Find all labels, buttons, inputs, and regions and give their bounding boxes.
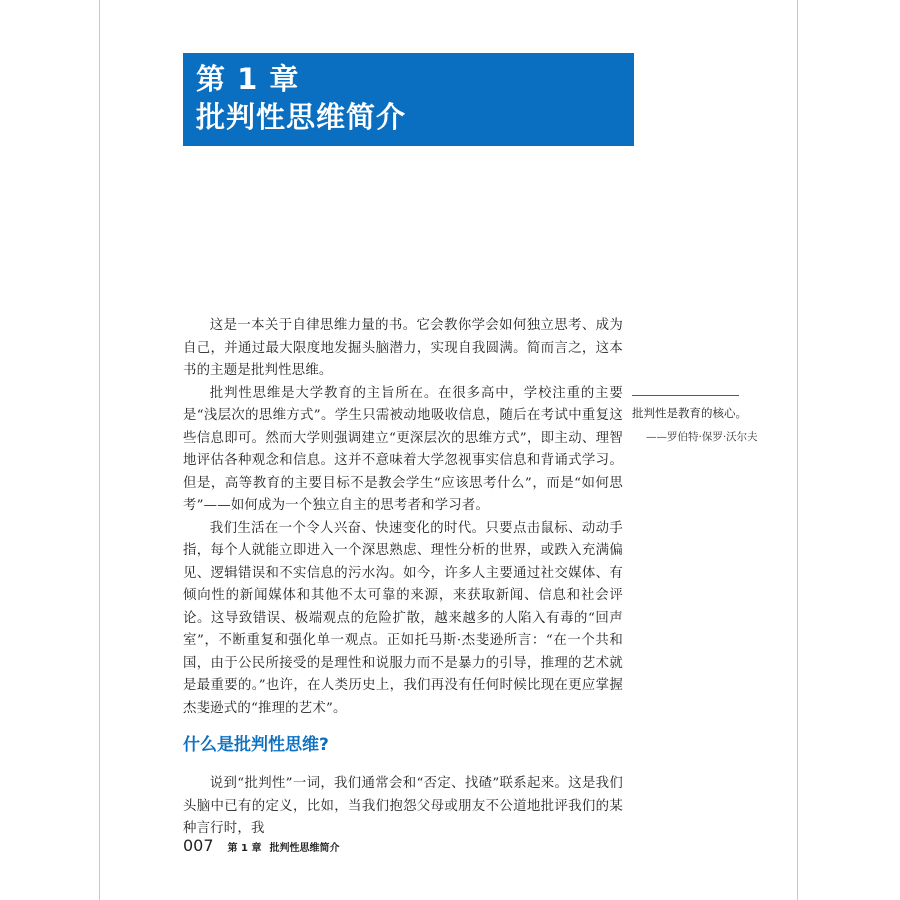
sidebar-quote: 批判性是教育的核心。 [632,406,747,420]
chapter-number: 第 1 章 [196,62,300,96]
section-body [183,773,623,841]
chapter-title-block [183,53,634,146]
paragraph-3: 我们生活在一个令人兴奋、快速变化的时代。只要点击鼠标、动动手指，每个人就能立即进入一个深思熟虑、理性分析的世界，或跌入充满偏见、逻辑错误和不实信息的污水沟。如今，许多人主要通过社交媒体、有倾向性的新闻媒体和其他不太可靠的来源，来获取新闻、信息和社会评论。这导致错误、极端观点的危险扩散，越来越多的人陷入有毒的“回声室”，不断重复和强化单一观点。正如托马斯·杰斐逊所言：“在一个共和国，由于公民所接受的是理性和说服力而不是暴力的引导，推理的艺术就是最重要的。”也许，在人类历史上，我们再没有任何时候比现在更应掌握杰斐逊式的“推理的艺术”。 [183,520,623,716]
page-footer [183,836,339,855]
footer-chapter-label: 第 1 章 [227,843,262,854]
section-heading: 什么是批判性思维? [183,735,329,755]
page-edge-right [797,0,798,900]
section-paragraph: 说到“批判性”一词，我们通常会和“否定、找碴”联系起来。这是我们头脑中已有的定义，比如，当我们抱怨父母或朋友不公道地批评我们的某种言行时，我 [183,776,623,836]
chapter-title: 批判性思维简介 [196,100,407,134]
paragraph-2: 批判性思维是大学教育的主旨所在。在很多高中，学校注重的主要是“浅层次的思维方式”。学生只需被动地吸收信息，随后在考试中重复这些信息即可。然而大学则强调建立“更深层次的思维方式”，即主动、理智地评估各种观念和信息。这并不意味着大学忽视事实信息和背诵式学习。但是，高等教育的主要目标不是教会学生“应该思考什么”，而是“如何思考”——如何成为一个独立自主的思考者和学习者。 [183,385,623,513]
sidebar-rule [632,395,739,396]
page-edge-left [99,0,100,900]
sidebar-attribution: ——罗伯特·保罗·沃尔夫 [646,431,758,443]
intro-body [183,315,623,720]
page-number: 007 [183,836,214,855]
paragraph-1: 这是一本关于自律思维力量的书。它会教你学会如何独立思考、成为自己，并通过最大限度地发掘头脑潜力，实现自我圆满。简而言之，这本书的主题是批判性思维。 [183,318,623,378]
footer-chapter-title: 批判性思维简介 [269,843,340,854]
